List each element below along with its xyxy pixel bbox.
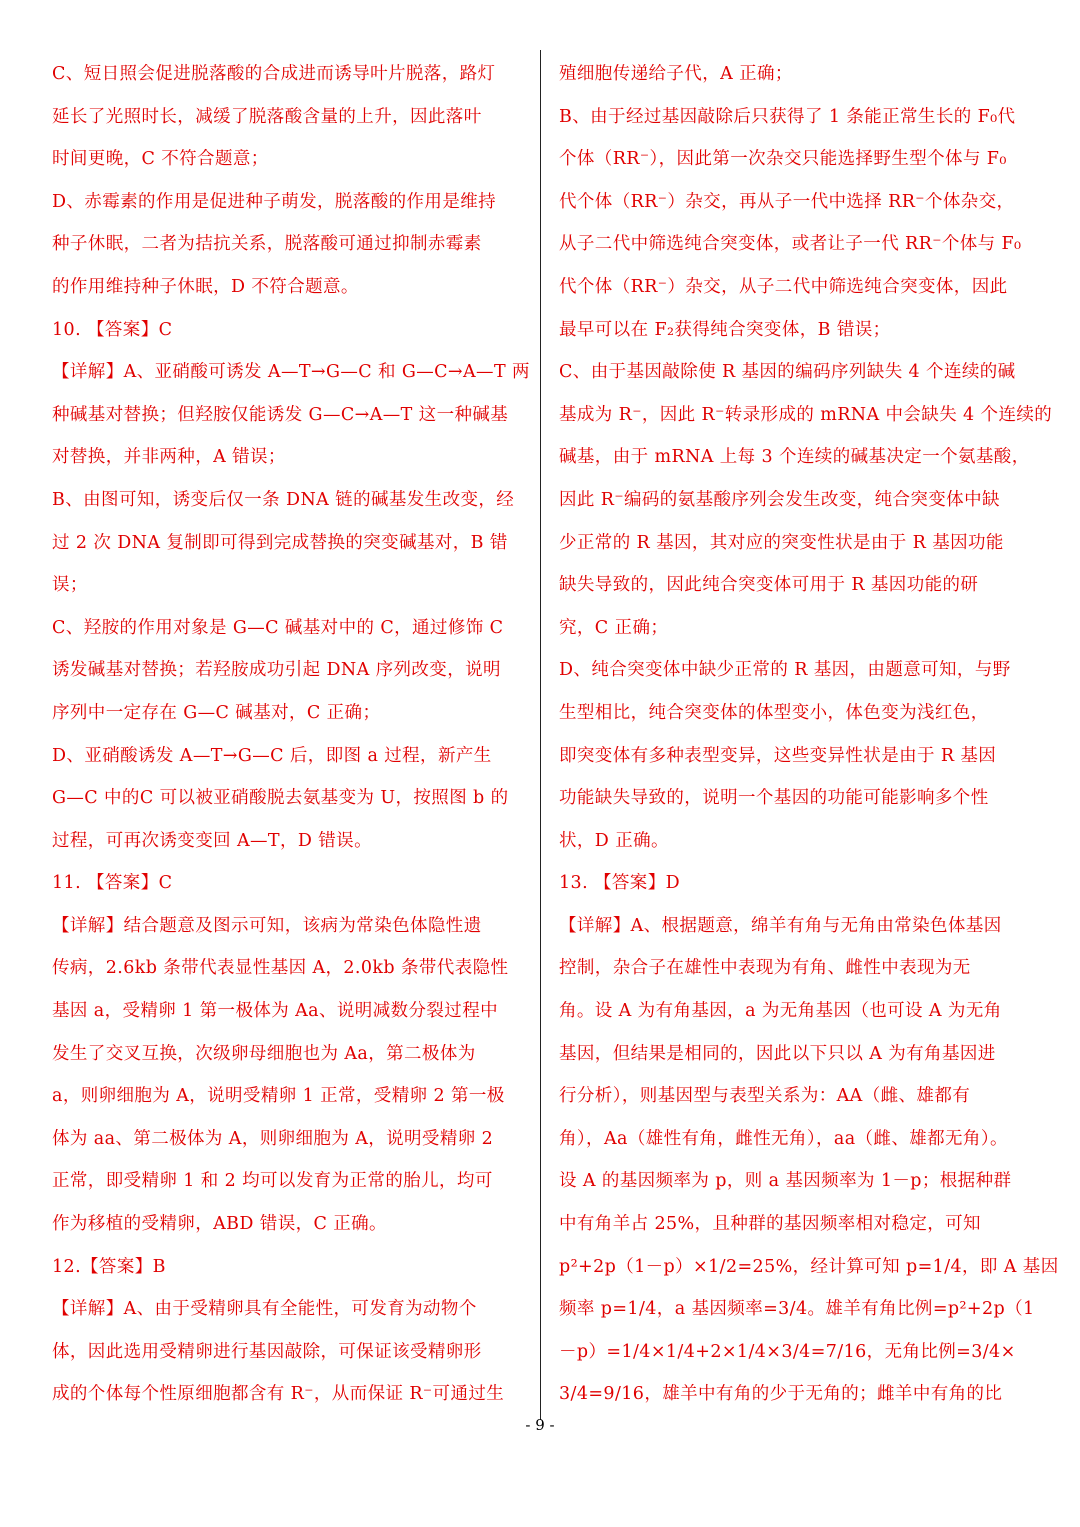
column-divider	[540, 50, 541, 1420]
text-line: B、由图可知，诱变后仅一条 DNA 链的碱基发生改变，经	[52, 489, 515, 510]
text-line: 代个体（RR⁻）杂交，再从子一代中选择 RR⁻个体杂交，	[559, 191, 1015, 212]
text-line: 【详解】A、亚硝酸可诱发 A—T→G—C 和 G—C→A—T 两	[52, 362, 530, 383]
right-column	[559, 53, 1059, 1416]
text-line: B、由于经过基因敲除后只获得了 1 条能正常生长的 F₀代	[559, 106, 1016, 127]
text-line: 基因，但结果是相同的，因此以下只以 A 为有角基因进	[559, 1043, 996, 1064]
text-line: C、由于基因敲除使 R 基因的编码序列缺失 4 个连续的碱	[559, 362, 1016, 383]
text-line: G—C 中的C 可以被亚硝酸脱去氨基变为 U，按照图 b 的	[52, 788, 509, 809]
text-line: a，则卵细胞为 A，说明受精卵 1 正常，受精卵 2 第一极	[52, 1086, 505, 1107]
text-line: 【详解】A、根据题意，绵羊有角与无角由常染色体基因	[559, 915, 1002, 936]
text-line: 体，因此选用受精卵进行基因敲除，可保证该受精卵形	[52, 1341, 482, 1362]
text-line: 体为 aa、第二极体为 A，则卵细胞为 A，说明受精卵 2	[52, 1128, 494, 1149]
text-line: 【详解】A、由于受精卵具有全能性，可发育为动物个	[52, 1299, 477, 1320]
text-line: 序列中一定存在 G—C 碱基对，C 正确；	[52, 702, 381, 723]
text-line: 角），Aa（雄性有角，雌性无角），aa（雌、雄都无角）。	[559, 1128, 1008, 1149]
text-line: 过 2 次 DNA 复制即可得到完成替换的突变碱基对，B 错	[52, 532, 508, 553]
text-line: 过程，可再次诱变变回 A—T，D 错误。	[52, 830, 372, 851]
text-line: 诱发碱基对替换；若羟胺成功引起 DNA 序列改变，说明	[52, 660, 501, 681]
text-line: 13. 【答案】D	[559, 873, 681, 894]
text-line: 殖细胞传递给子代，A 正确；	[559, 64, 793, 84]
text-line: 代个体（RR⁻）杂交，从子二代中筛选纯合突变体，因此	[559, 276, 1008, 297]
text-line: 的作用维持种子休眠，D 不符合题意。	[52, 276, 359, 297]
text-line: 个体（RR⁻），因此第一次杂交只能选择野生型个体与 F₀	[559, 149, 1007, 170]
text-line: 正常，即受精卵 1 和 2 均可以发育为正常的胎儿，均可	[52, 1171, 493, 1192]
text-line: 【详解】结合题意及图示可知，该病为常染色体隐性遗	[52, 915, 482, 936]
page-number: - 9 -	[525, 1416, 555, 1434]
text-line: 种碱基对替换；但羟胺仅能诱发 G—C→A—T 这一种碱基	[52, 404, 509, 425]
text-line: 误；	[52, 575, 88, 596]
text-line: p²+2p（1－p）×1/2=25%，经计算可知 p=1/4，即 A 基因	[559, 1256, 1059, 1277]
text-line: D、亚硝酸诱发 A—T→G—C 后，即图 a 过程，新产生	[52, 745, 492, 766]
text-line: 传病，2.6kb 条带代表显性基因 A，2.0kb 条带代表隐性	[52, 958, 509, 979]
text-line: 延长了光照时长，减缓了脱落酸含量的上升，因此落叶	[52, 106, 482, 127]
text-line: 基因 a，受精卵 1 第一极体为 Aa、说明减数分裂过程中	[52, 1001, 498, 1022]
text-line: 3/4=9/16，雄羊中有角的少于无角的；雌羊中有角的比	[559, 1384, 1003, 1405]
text-line: 成的个体每个性原细胞都含有 R⁻，从而保证 R⁻可通过生	[52, 1384, 505, 1405]
text-line: 少正常的 R 基因，其对应的突变性状是由于 R 基因功能	[559, 532, 1004, 553]
text-line: 从子二代中筛选纯合突变体，或者让子一代 RR⁻个体与 F₀	[559, 234, 1022, 255]
text-line: 生型相比，纯合突变体的体型变小，体色变为浅红色，	[559, 702, 989, 723]
text-line: 10. 【答案】C	[52, 319, 173, 340]
text-line: 11. 【答案】C	[52, 873, 173, 894]
text-line: 设 A 的基因频率为 p，则 a 基因频率为 1－p；根据种群	[559, 1171, 1012, 1192]
text-line: 功能缺失导致的，说明一个基因的功能可能影响多个性	[559, 788, 989, 809]
text-line: 12.【答案】B	[52, 1256, 166, 1277]
text-line: 状，D 正确。	[559, 830, 669, 851]
text-line: 缺失导致的，因此纯合突变体可用于 R 基因功能的研	[559, 575, 979, 596]
text-line: 角。设 A 为有角基因，a 为无角基因（也可设 A 为无角	[559, 1001, 1002, 1022]
text-line: 种子休眠，二者为拮抗关系，脱落酸可通过抑制赤霉素	[52, 234, 482, 255]
text-line: 即突变体有多种表型变异，这些变异性状是由于 R 基因	[559, 745, 997, 766]
text-line: 发生了交叉互换，次级卵母细胞也为 Aa，第二极体为	[52, 1043, 476, 1064]
text-line: 对替换，并非两种，A 错误；	[52, 447, 286, 468]
text-line: D、纯合突变体中缺少正常的 R 基因，由题意可知，与野	[559, 660, 1011, 681]
text-line: C、羟胺的作用对象是 G—C 碱基对中的 C，通过修饰 C	[52, 617, 504, 638]
text-line: 控制，杂合子在雄性中表现为有角、雌性中表现为无	[559, 958, 971, 979]
text-line: 究，C 正确；	[559, 617, 669, 638]
text-line: 基成为 R⁻，因此 R⁻转录形成的 mRNA 中会缺失 4 个连续的	[559, 404, 1053, 425]
text-line: 频率 p=1/4，a 基因频率=3/4。雄羊有角比例=p²+2p（1	[559, 1299, 1035, 1320]
text-line: 中有角羊占 25%，且种群的基因频率相对稳定，可知	[559, 1214, 981, 1235]
text-line: D、赤霉素的作用是促进种子萌发，脱落酸的作用是维持	[52, 191, 497, 212]
text-line: 因此 R⁻编码的氨基酸序列会发生改变，纯合突变体中缺	[559, 489, 1000, 510]
text-line: 时间更晚，C 不符合题意；	[52, 149, 269, 170]
text-line: 最早可以在 F₂获得纯合突变体，B 错误；	[559, 319, 891, 340]
left-column	[52, 53, 530, 1416]
text-line: －p）=1/4×1/4+2×1/4×3/4=7/16，无角比例=3/4×	[559, 1341, 1016, 1362]
text-line: C、短日照会促进脱落酸的合成进而诱导叶片脱落，路灯	[52, 64, 496, 84]
text-line: 行分析），则基因型与表型关系为：AA（雌、雄都有	[559, 1086, 971, 1107]
text-line: 作为移植的受精卵，ABD 错误，C 正确。	[52, 1214, 387, 1235]
text-line: 碱基，由于 mRNA 上每 3 个连续的碱基决定一个氨基酸，	[559, 447, 1030, 468]
